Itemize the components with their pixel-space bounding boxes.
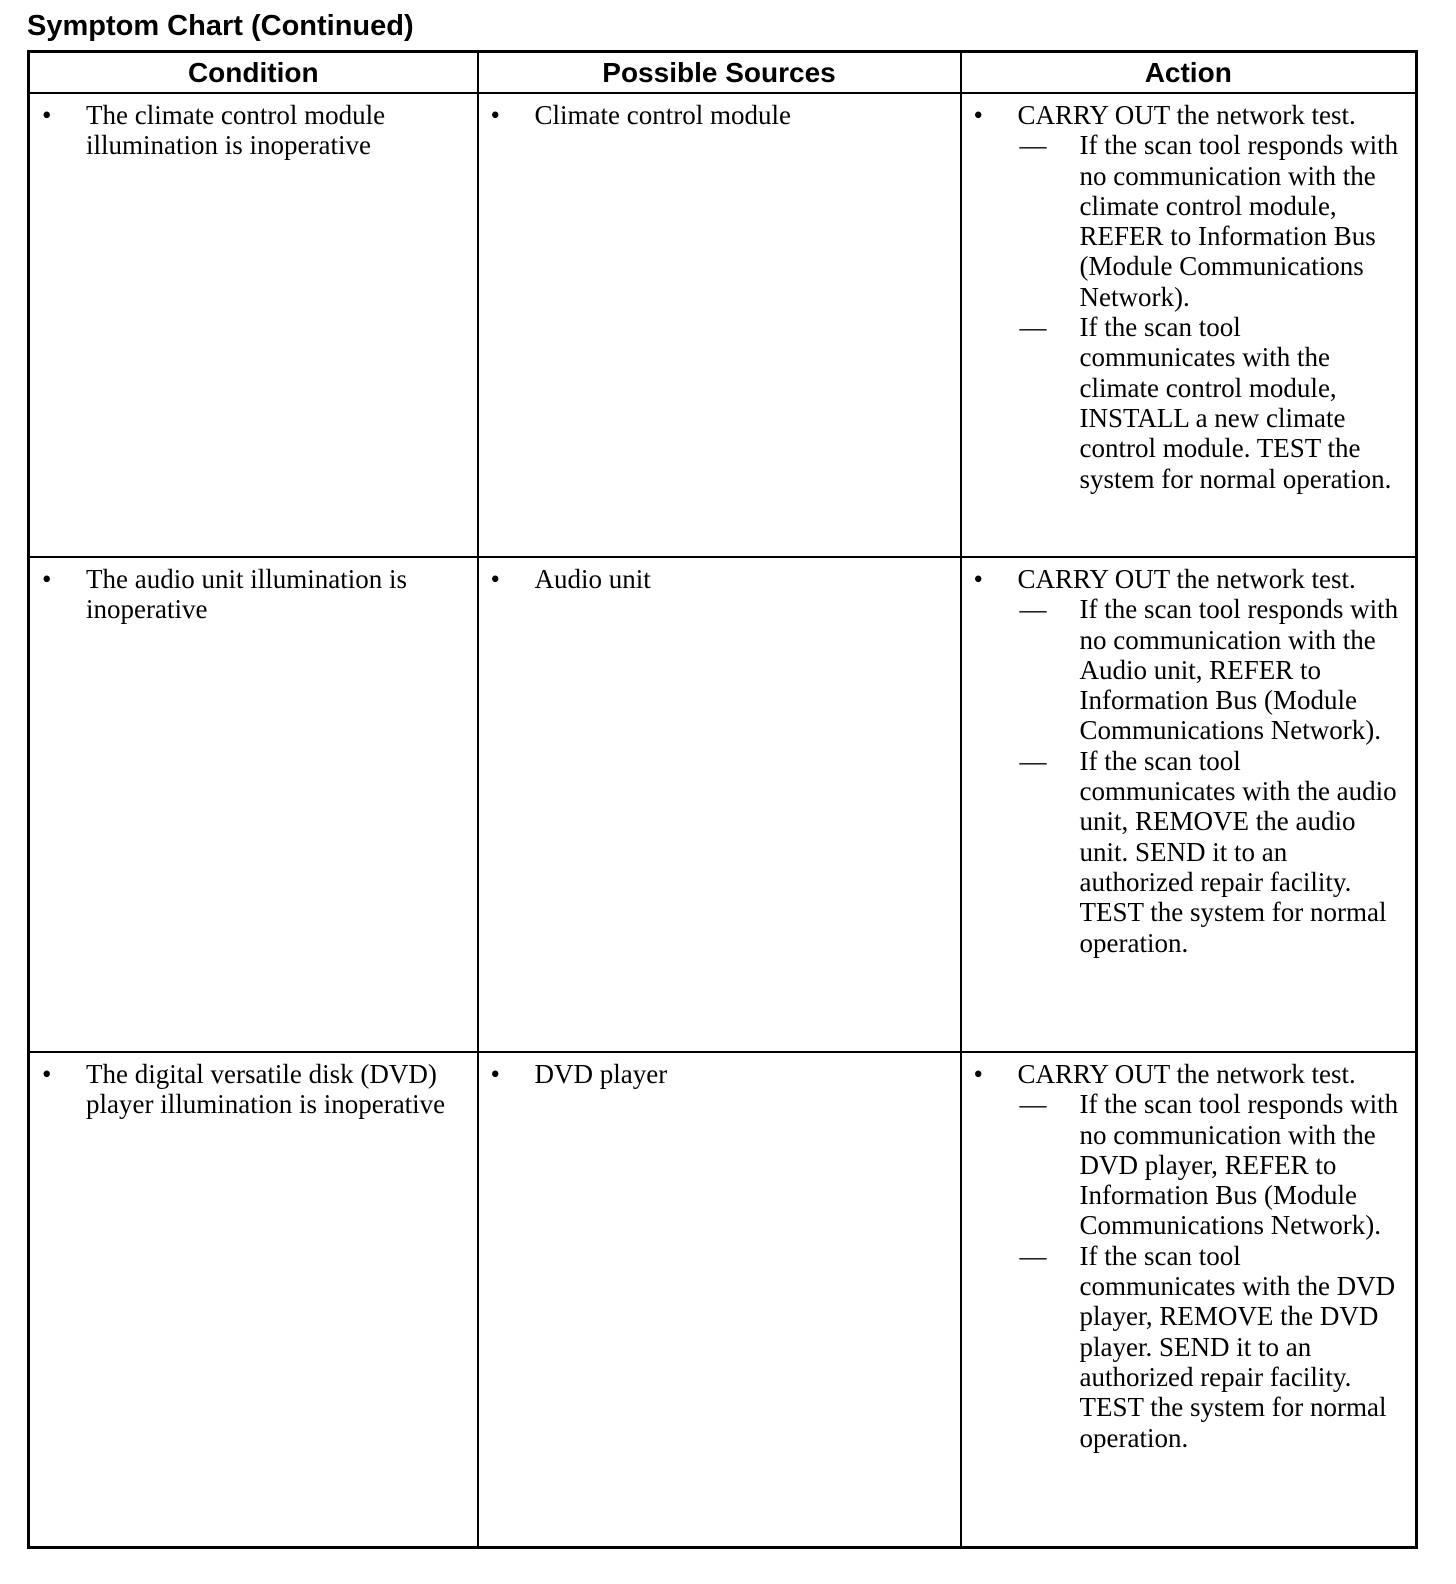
action-main-text: CARRY OUT the network test.	[1017, 100, 1356, 130]
source-item	[489, 1059, 952, 1089]
condition-text: The audio unit illumination is inoperative	[86, 564, 407, 625]
table-row	[29, 93, 1417, 557]
symptom-chart-table	[27, 50, 1418, 1549]
action-sub-item	[1016, 594, 1408, 745]
action-sub-list	[1016, 594, 1408, 958]
action-item	[972, 1059, 1408, 1089]
action-main-text: CARRY OUT the network test.	[1017, 1059, 1356, 1089]
source-cell	[478, 557, 961, 1052]
action-sub-list	[1016, 1089, 1408, 1453]
header-condition: Condition	[29, 52, 478, 94]
condition-cell	[29, 557, 478, 1052]
bullet-icon: •	[490, 564, 500, 594]
condition-text: The digital versatile disk (DVD) player illumination is inoperative	[86, 1059, 446, 1120]
action-sub-item	[1016, 1089, 1408, 1240]
action-cell	[961, 93, 1417, 557]
page-title: Symptom Chart (Continued)	[27, 10, 414, 42]
condition-cell	[29, 1052, 478, 1548]
dash-icon: —	[1019, 312, 1047, 343]
action-sub-text: If the scan tool responds with no communication with the Audio unit, REFER to Information Bus (Module Communications Network).	[1079, 594, 1399, 746]
table-row	[29, 557, 1417, 1052]
condition-item	[40, 564, 469, 625]
action-cell	[961, 557, 1417, 1052]
header-possible-sources: Possible Sources	[478, 52, 961, 94]
action-sub-item	[1016, 130, 1408, 312]
bullet-icon: •	[490, 1059, 500, 1089]
condition-item	[40, 1059, 469, 1120]
action-main-text: CARRY OUT the network test.	[1017, 564, 1356, 594]
source-text: Climate control module	[534, 100, 791, 130]
action-item	[972, 100, 1408, 130]
source-cell	[478, 93, 961, 557]
action-sub-text: If the scan tool communicates with the DVD player, REMOVE the DVD player. SEND it to an authorized repair facility. TEST the system for normal operation.	[1079, 1240, 1396, 1453]
bullet-icon: •	[42, 564, 52, 594]
action-sub-text: If the scan tool communicates with the audio unit, REMOVE the audio unit. SEND it to an authorized repair facility. TEST the system for normal operation.	[1079, 745, 1397, 958]
action-sub-text: If the scan tool communicates with the climate control module, INSTALL a new climate control module. TEST the system for normal operation.	[1079, 312, 1392, 494]
source-cell	[478, 1052, 961, 1548]
table-row	[29, 1052, 1417, 1548]
action-item	[972, 564, 1408, 594]
bullet-icon: •	[42, 1059, 52, 1089]
dash-icon: —	[1019, 1089, 1047, 1120]
bullet-icon: •	[973, 100, 983, 130]
source-text: Audio unit	[534, 564, 651, 594]
bullet-icon: •	[490, 100, 500, 130]
action-sub-item	[1016, 1241, 1408, 1453]
source-item	[489, 100, 952, 130]
bullet-icon: •	[42, 100, 52, 130]
dash-icon: —	[1019, 745, 1047, 776]
action-sub-list	[1016, 130, 1408, 494]
action-sub-text: If the scan tool responds with no communication with the climate control module, REFER to Information Bus (Module Communications Network).	[1079, 130, 1399, 312]
action-sub-item	[1016, 312, 1408, 494]
action-cell	[961, 1052, 1417, 1548]
dash-icon: —	[1019, 1240, 1047, 1271]
condition-item	[40, 100, 469, 161]
bullet-icon: •	[973, 1059, 983, 1089]
condition-cell	[29, 93, 478, 557]
source-text: DVD player	[534, 1059, 668, 1089]
bullet-icon: •	[973, 564, 983, 594]
dash-icon: —	[1019, 130, 1047, 161]
header-action: Action	[961, 52, 1417, 94]
action-sub-text: If the scan tool responds with no communication with the DVD player, REFER to Information Bus (Module Communications Network).	[1079, 1089, 1399, 1241]
source-item	[489, 564, 952, 594]
condition-text: The climate control module illumination is inoperative	[86, 100, 386, 161]
action-sub-item	[1016, 746, 1408, 958]
dash-icon: —	[1019, 594, 1047, 625]
header-row	[29, 52, 1417, 94]
